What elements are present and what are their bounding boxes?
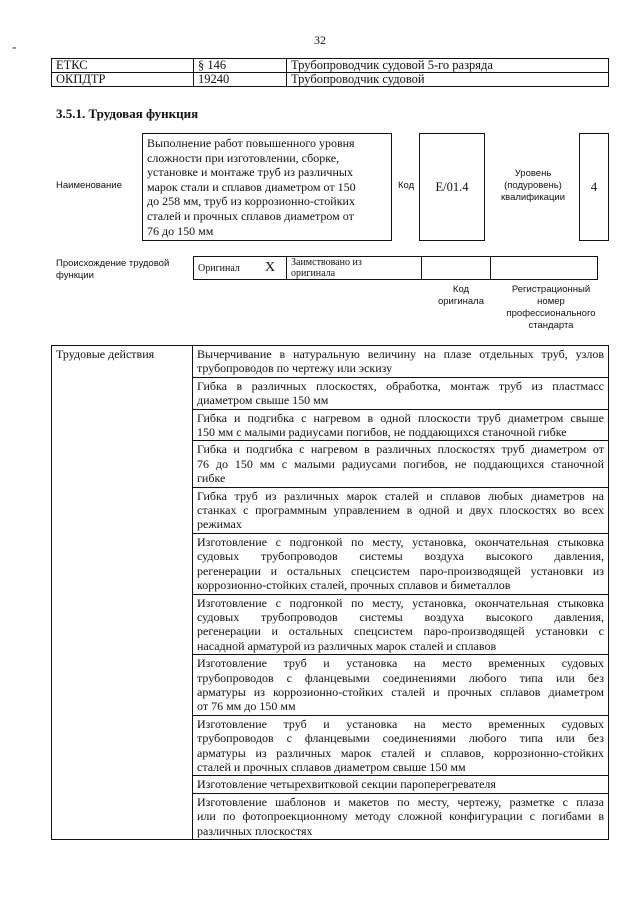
level-label-line: Уровень [514,168,552,179]
function-name-line: Выполнение работ повышенного уровня [147,136,355,150]
table-row [194,257,598,280]
labor-action-line: арматуры из коррозионно-стойких сталей и прочных сплавов диаметром [197,684,604,699]
labor-action-line: 150 мм с малыми радиусами погибов, не поддающихся станочной гибке [197,425,567,440]
labor-action-line: насадной арматурой из различных марок сталей и сплавов [197,638,497,653]
labor-action-item [193,377,609,409]
labor-action-line: судовых трубопроводов системы воздуха высокого давления, [197,549,604,564]
function-name-line: 76 до 150 мм [147,223,214,238]
labor-action-line: арматуры из различных марок сталей и сплавов, коррозионно-стойких [197,745,604,760]
labor-action-line: Гибка в различных плоскостях, обработка, монтаж труб из пластмасс [197,378,604,393]
labor-action-line: Изготовление с подгонкой по месту, установка, окончательная стыковка [197,595,604,610]
origin-table [193,256,598,280]
registration-caption-line: номер [537,296,565,307]
labor-action-line: регенерации и остальных спецсистем паро-производящей установки с [197,624,604,639]
labor-action-item [193,487,609,533]
name-label: Наименование [56,180,122,191]
labor-action-line: Изготовление с подгонкой по месту, установка, окончательная стыковка [197,534,604,549]
labor-action-item [193,441,609,487]
original-label: Оригинал [194,257,255,280]
labor-action-item [193,655,609,716]
function-name-line: до 258 мм, труб из коррозионно-стойких [147,194,355,209]
level-label-line: (подуровень) [504,180,562,191]
labor-action-item [193,776,609,793]
table-row [52,59,609,73]
labor-actions-table [51,345,609,840]
function-name-line: установке и монтаже труб из различных [147,165,353,180]
code-caption-line: оригинала [437,296,484,307]
labor-action-line: Изготовление труб и установка на место временных судовых [197,656,604,671]
ref-number: 19240 [194,73,287,87]
labor-action-item [193,715,609,776]
labor-action-line: трубопроводов с фланцевыми соединениями любого типа или без [197,670,604,685]
labor-action-line: станках с программным управлением в одной и двух плоскостях во всех [197,503,604,518]
borrowed-label-line: Заимствовано из [291,257,362,268]
margin-mark: - [12,40,17,55]
labor-action-item [193,594,609,655]
ref-code: ЕТКС [52,59,194,73]
labor-action-line: Изготовление труб и установка на место временных судовых [197,716,604,731]
level-label-line: квалификации [500,192,566,203]
function-code: E/01.4 [419,133,485,241]
registration-caption [494,284,608,332]
ref-code: ОКПДТР [52,73,194,87]
origin-label-line: Происхождение трудовой [56,258,170,269]
original-code-cell [422,257,491,280]
function-name-line: сложности при изготовлении, сборке, [147,150,340,165]
registration-caption-line: Регистрационный [511,284,591,295]
section-title: 3.5.1. Трудовая функция [56,106,199,121]
registration-caption-line: профессионального [506,308,596,319]
registration-caption-line: стандарта [528,320,574,331]
labor-action-line: трубопроводов с фланцевыми соединениями любого типа или без [197,731,604,746]
labor-action-item [193,346,609,378]
function-name [142,133,392,241]
labor-action-line: или по фотопроекционному методу сложной конфигурации с погибами в [197,809,604,824]
labor-action-item [193,793,609,839]
table-row [52,346,609,378]
function-name-line: марок стали и сплавов диаметром от 150 [147,179,356,194]
code-caption [430,284,492,308]
reference-table [51,58,609,87]
labor-actions-label: Трудовые действия [52,346,193,840]
ref-number: § 146 [194,59,287,73]
level-value: 4 [579,133,609,241]
labor-action-line: регенерации и остальных спецсистем паро-производящей установки из [197,563,604,578]
labor-action-line: режимах [197,517,242,532]
code-label: Код [398,180,415,191]
labor-action-item [193,409,609,441]
labor-action-line: 76 до 150 мм с малыми радиусами погибов, не поддающихся станочной [197,456,604,471]
labor-action-line: диаметром свыше 150 мм [197,393,329,408]
borrowed-label-line: оригинала [291,268,336,279]
labor-action-line: трубопроводов по чертежу или эскизу [197,361,393,376]
labor-action-line: судовых трубопроводов системы воздуха высокого давления, [197,609,604,624]
page-number: 32 [314,33,326,47]
ref-title: Трубопроводчик судовой 5-го разряда [287,59,609,73]
original-mark: X [254,257,287,280]
borrowed-label [287,257,422,280]
origin-label [56,258,169,282]
level-label [490,168,576,204]
code-caption-line: Код [452,284,470,295]
labor-action-line: Изготовление шаблонов и макетов по месту, чертежу, разметке с плаза [197,794,604,809]
labor-action-line: сталей и прочных сплавов диаметром свыше 150 мм [197,759,466,774]
table-row [52,73,609,87]
labor-action-line: Изготовление четырехвитковой секции пароперегревателя [197,777,496,792]
labor-action-line: от 76 мм до 150 мм [197,699,296,714]
labor-action-line: Гибка и подгибка с нагревом в одной плоскости труб диаметром свыше [197,410,604,425]
ref-title: Трубопроводчик судовой [287,73,609,87]
labor-action-line: Гибка и подгибка с нагревом в различных плоскостях труб диаметром от [197,442,604,457]
function-name-line: сталей и прочных сплавов диаметром от [147,208,354,223]
labor-action-line: различных плоскостях [197,823,313,838]
labor-action-line: гибке [197,471,226,486]
labor-action-item [193,533,609,594]
labor-action-line: коррозионно-стойких сталей, прочных сплавов и биметаллов [197,578,511,593]
labor-action-line: Гибка труб из различных марок сталей и сплавов любых диаметров на [197,488,604,503]
labor-action-line: Вычерчивание в натуральную величину на плазе отдельных труб, узлов [197,347,604,361]
registration-number-cell [491,257,598,280]
origin-label-line: функции [56,270,94,281]
